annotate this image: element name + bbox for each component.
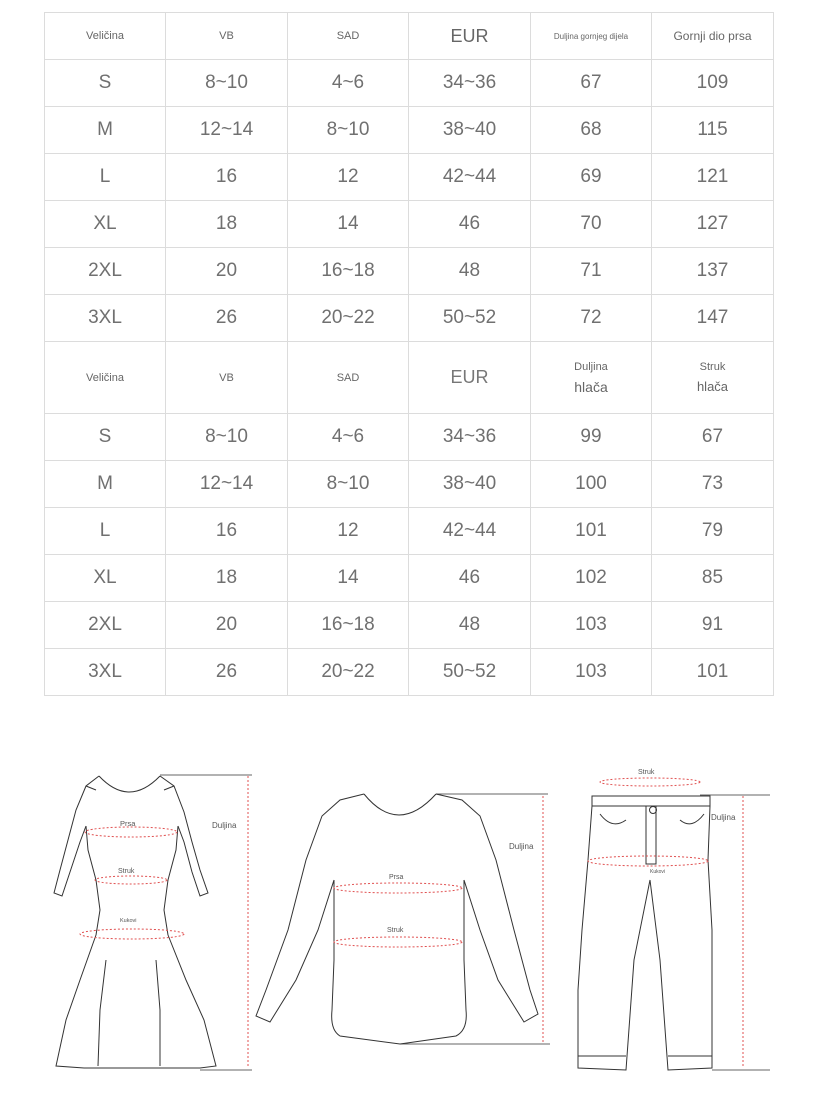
cell-eur: 50~52 xyxy=(409,295,531,342)
cell-us: 4~6 xyxy=(288,60,409,107)
cell-length: 72 xyxy=(531,295,652,342)
cell-bust: 115 xyxy=(652,107,774,154)
table-row xyxy=(45,295,774,342)
cell-uk: 12~14 xyxy=(166,107,288,154)
table-row xyxy=(45,248,774,295)
cell-size: L xyxy=(45,154,166,201)
cell-uk: 20 xyxy=(166,248,288,295)
header-size: Veličina xyxy=(45,13,166,60)
cell-length: 69 xyxy=(531,154,652,201)
cell-us: 20~22 xyxy=(288,295,409,342)
cell-size: M xyxy=(45,461,166,508)
cell-us: 8~10 xyxy=(288,107,409,154)
cell-eur: 42~44 xyxy=(409,508,531,555)
header-uk: VB xyxy=(166,342,288,414)
dress-measure-lines xyxy=(80,776,248,1068)
size-chart-table xyxy=(44,12,774,696)
cell-size: XL xyxy=(45,201,166,248)
table-row xyxy=(45,461,774,508)
cell-eur: 46 xyxy=(409,201,531,248)
cell-eur: 34~36 xyxy=(409,60,531,107)
cell-pants-waist: 79 xyxy=(652,508,774,555)
table-row xyxy=(45,602,774,649)
table-row xyxy=(45,60,774,107)
header-us: SAD xyxy=(288,13,409,60)
cell-eur: 46 xyxy=(409,555,531,602)
cell-length: 70 xyxy=(531,201,652,248)
dress-waist-label: Struk xyxy=(118,868,135,875)
cell-uk: 8~10 xyxy=(166,60,288,107)
pants-diagram xyxy=(578,796,712,1070)
header-pants-length xyxy=(531,342,652,414)
cell-length: 71 xyxy=(531,248,652,295)
table-row xyxy=(45,508,774,555)
cell-pants-length: 100 xyxy=(531,461,652,508)
cell-eur: 48 xyxy=(409,602,531,649)
cell-uk: 18 xyxy=(166,555,288,602)
cell-pants-waist: 101 xyxy=(652,649,774,696)
dress-hips-label: Kukovi xyxy=(120,918,137,924)
cell-size: 3XL xyxy=(45,295,166,342)
pants-waist-label: Struk xyxy=(638,769,655,776)
header-pants-waist-line1: Struk xyxy=(699,361,726,373)
top-diagram xyxy=(256,794,538,1044)
table-row xyxy=(45,201,774,248)
cell-us: 12 xyxy=(288,154,409,201)
pants-length-label: Duljina xyxy=(711,813,736,822)
cell-pants-waist: 67 xyxy=(652,414,774,461)
header-pants-length-line2: hlača xyxy=(574,378,608,395)
cell-pants-length: 99 xyxy=(531,414,652,461)
cell-pants-waist: 91 xyxy=(652,602,774,649)
header-eur: EUR xyxy=(409,13,531,60)
cell-size: 3XL xyxy=(45,649,166,696)
header-top-length: Duljina gornjeg dijela xyxy=(531,13,652,60)
cell-uk: 26 xyxy=(166,295,288,342)
cell-us: 16~18 xyxy=(288,602,409,649)
header-top-bust: Gornji dio prsa xyxy=(652,13,774,60)
cell-size: 2XL xyxy=(45,602,166,649)
cell-us: 8~10 xyxy=(288,461,409,508)
header-size: Veličina xyxy=(45,342,166,414)
cell-us: 14 xyxy=(288,201,409,248)
cell-us: 4~6 xyxy=(288,414,409,461)
table-row xyxy=(45,555,774,602)
top-measure-guides xyxy=(400,794,550,1044)
cell-eur: 48 xyxy=(409,248,531,295)
cell-eur: 34~36 xyxy=(409,414,531,461)
header-pants-length-line1: Duljina xyxy=(574,360,608,373)
cell-eur: 38~40 xyxy=(409,107,531,154)
cell-pants-waist: 73 xyxy=(652,461,774,508)
cell-pants-length: 102 xyxy=(531,555,652,602)
table-row xyxy=(45,154,774,201)
cell-bust: 147 xyxy=(652,295,774,342)
header-us: SAD xyxy=(288,342,409,414)
pants-measure-guides xyxy=(700,795,770,1070)
table-row xyxy=(45,107,774,154)
cell-size: S xyxy=(45,414,166,461)
cell-uk: 12~14 xyxy=(166,461,288,508)
pants-hips-label: Kukovi xyxy=(650,869,666,875)
top-length-label: Duljina xyxy=(509,842,534,851)
cell-pants-waist: 85 xyxy=(652,555,774,602)
cell-us: 16~18 xyxy=(288,248,409,295)
top-header-row xyxy=(45,13,774,60)
cell-us: 14 xyxy=(288,555,409,602)
cell-uk: 26 xyxy=(166,649,288,696)
cell-length: 67 xyxy=(531,60,652,107)
cell-bust: 127 xyxy=(652,201,774,248)
dress-bust-label: Prsa xyxy=(120,819,136,828)
cell-bust: 109 xyxy=(652,60,774,107)
header-eur: EUR xyxy=(409,342,531,414)
cell-uk: 16 xyxy=(166,154,288,201)
cell-length: 68 xyxy=(531,107,652,154)
cell-uk: 8~10 xyxy=(166,414,288,461)
cell-uk: 20 xyxy=(166,602,288,649)
measurement-diagrams xyxy=(0,740,825,1098)
cell-pants-length: 103 xyxy=(531,602,652,649)
cell-size: XL xyxy=(45,555,166,602)
header-uk: VB xyxy=(166,13,288,60)
cell-uk: 18 xyxy=(166,201,288,248)
header-pants-waist xyxy=(652,342,774,414)
top-bust-label: Prsa xyxy=(389,874,404,881)
cell-uk: 16 xyxy=(166,508,288,555)
cell-eur: 50~52 xyxy=(409,649,531,696)
cell-size: M xyxy=(45,107,166,154)
cell-eur: 38~40 xyxy=(409,461,531,508)
pants-button-icon xyxy=(650,807,657,814)
cell-pants-length: 103 xyxy=(531,649,652,696)
table-row xyxy=(45,414,774,461)
table-row xyxy=(45,649,774,696)
header-pants-waist-line2: hlača xyxy=(696,379,729,394)
cell-size: S xyxy=(45,60,166,107)
cell-size: L xyxy=(45,508,166,555)
cell-pants-length: 101 xyxy=(531,508,652,555)
cell-us: 12 xyxy=(288,508,409,555)
cell-bust: 121 xyxy=(652,154,774,201)
top-waist-label: Struk xyxy=(387,927,404,934)
dress-length-label: Duljina xyxy=(212,821,237,830)
cell-size: 2XL xyxy=(45,248,166,295)
cell-us: 20~22 xyxy=(288,649,409,696)
bottom-header-row xyxy=(45,342,774,414)
cell-bust: 137 xyxy=(652,248,774,295)
cell-eur: 42~44 xyxy=(409,154,531,201)
